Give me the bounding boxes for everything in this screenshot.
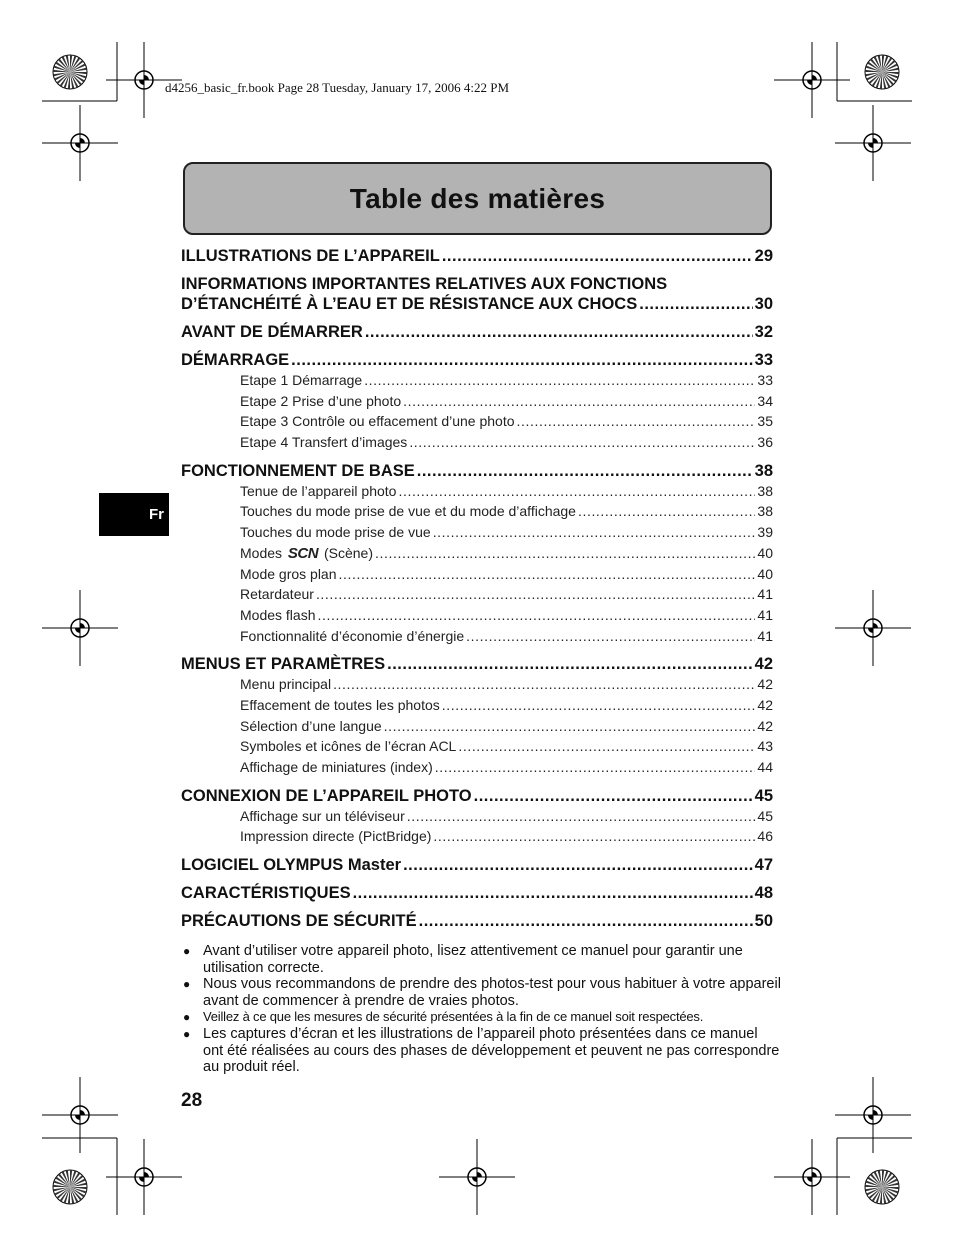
toc-label: Etape 3 Contrôle ou effacement d’une photo (240, 413, 515, 430)
toc-label: Etape 1 Démarrage (240, 372, 363, 388)
note-item (181, 976, 781, 1009)
dot-leader (403, 391, 755, 412)
toc-label: Effacement de toutes les photos (240, 696, 440, 713)
toc-label: FONCTIONNEMENT DE BASE (181, 461, 415, 480)
registration-crosshair-icon (835, 1077, 911, 1153)
dot-leader (398, 481, 755, 502)
toc-label: Modes flash (240, 606, 316, 623)
toc-page-number: 33 (754, 351, 773, 369)
registration-star-icon (865, 55, 899, 89)
registration-star-icon (53, 1170, 87, 1204)
dot-leader (433, 522, 756, 543)
toc-label: Affichage de miniatures (index) (240, 759, 433, 775)
bullet-icon: ● (183, 1010, 191, 1025)
toc-section (181, 246, 773, 266)
language-tab: Fr (99, 493, 169, 536)
note-item (181, 943, 781, 976)
toc-label: Tenue de l’appareil photo (240, 482, 397, 499)
dot-leader (474, 786, 753, 806)
note-text: Avant d’utiliser votre appareil photo, lisez attentivement ce manuel pour garantir une utilisation correcte. (203, 943, 743, 976)
registration-crosshair-icon (835, 590, 911, 666)
dot-leader (435, 757, 756, 778)
toc-label: Touches du mode prise de vue (240, 524, 431, 541)
dot-leader (317, 605, 755, 626)
toc-label: Etape 4 Transfert d’images (240, 434, 408, 451)
toc-page-number: 42 (757, 676, 773, 693)
registration-crosshair-icon (42, 590, 118, 666)
registration-star-icon (865, 1170, 899, 1204)
toc-page-number: 46 (757, 828, 773, 845)
toc-page-number: 42 (757, 717, 773, 734)
toc-label: Symboles et icônes de l’écran ACL (240, 738, 457, 755)
bullet-icon: ● (183, 1026, 191, 1041)
toc-page-number: 44 (757, 759, 773, 775)
notes-list (181, 943, 781, 1076)
dot-leader (333, 674, 755, 695)
dot-leader (419, 911, 753, 931)
toc-page-number: 36 (757, 434, 773, 451)
note-text: Nous vous recommandons de prendre des photos-test pour vous habituer à votre appareil avant de commencer à prendre de vraies photos. (203, 976, 781, 1009)
toc-entry (181, 522, 773, 543)
toc-label: Touches du mode prise de vue et du mode d’affichage (240, 503, 576, 520)
toc-entry (181, 501, 773, 522)
toc-label: LOGICIEL OLYMPUS Master (181, 856, 402, 875)
registration-star-icon (53, 55, 87, 89)
toc-label: ILLUSTRATIONS DE L’APPAREIL (181, 247, 440, 265)
toc-entry (181, 432, 773, 453)
registration-crosshair-icon (439, 1139, 515, 1215)
title-box (183, 162, 772, 235)
toc-entry (181, 481, 773, 502)
toc-entry (181, 411, 773, 432)
toc-page-number: 48 (754, 884, 773, 903)
toc-label: Retardateur (240, 586, 314, 603)
toc-page-number: 33 (757, 372, 773, 388)
toc-page-number: 29 (754, 247, 773, 265)
toc-entry (181, 716, 773, 737)
toc-label: Menu principal (240, 676, 332, 693)
scn-mode-icon: SCN (287, 544, 319, 562)
toc-section (181, 911, 773, 931)
dot-leader (375, 543, 755, 564)
toc-entry (181, 695, 773, 716)
dot-leader (384, 716, 756, 737)
dot-leader (578, 501, 755, 522)
toc-page-number: 35 (757, 413, 773, 430)
toc-label: Affichage sur un téléviseur (240, 807, 405, 824)
dot-leader (458, 736, 755, 757)
toc-label: D’ÉTANCHÉITÉ À L’EAU ET DE RÉSISTANCE AUX CHOCS (181, 295, 638, 313)
table-of-contents (181, 246, 773, 931)
toc-entry (181, 826, 773, 847)
dot-leader (316, 584, 755, 605)
note-item (181, 1009, 781, 1026)
dot-leader (442, 695, 756, 716)
toc-page-number: 41 (757, 586, 773, 603)
note-text: Veillez à ce que les mesures de sécurité présentées à la fin de ce manuel soit respectées. (203, 1009, 704, 1025)
dot-leader (442, 246, 753, 266)
toc-entry (181, 605, 773, 626)
toc-entry (181, 564, 773, 585)
dot-leader (407, 806, 756, 827)
registration-crosshair-icon (774, 42, 850, 118)
toc-page-number: 42 (757, 696, 773, 713)
toc-page-number: 40 (757, 544, 773, 561)
dot-leader (403, 855, 753, 875)
toc-section (181, 461, 773, 481)
toc-page-number: 38 (754, 461, 773, 480)
toc-entry (181, 370, 773, 391)
toc-entry (181, 757, 773, 778)
toc-page-number: 39 (757, 524, 773, 541)
toc-page-number: 41 (757, 606, 773, 623)
toc-page-number: 45 (754, 786, 773, 805)
toc-label: Mode gros plan (240, 565, 337, 582)
registration-crosshair-icon (774, 1139, 850, 1215)
toc-entry (181, 806, 773, 827)
toc-section (181, 322, 773, 342)
dot-leader (466, 626, 755, 647)
registration-crosshair-icon (42, 1077, 118, 1153)
bullet-icon: ● (183, 977, 191, 992)
page-number: 28 (181, 1090, 203, 1111)
toc-page-number: 45 (757, 807, 773, 824)
toc-page-number: 43 (757, 738, 773, 755)
toc-label (240, 543, 373, 565)
toc-page-number: 42 (754, 655, 773, 674)
toc-label: AVANT DE DÉMARRER (181, 323, 363, 341)
toc-label: CARACTÉRISTIQUES (181, 884, 351, 903)
dot-leader (353, 883, 753, 903)
toc-section (181, 883, 773, 903)
dot-leader (433, 826, 755, 847)
toc-section (181, 786, 773, 806)
dot-leader (417, 461, 753, 481)
toc-section (181, 855, 773, 875)
bullet-icon: ● (183, 944, 191, 958)
toc-section (181, 654, 773, 674)
toc-label-text: (Scène) (323, 544, 374, 561)
toc-label: PRÉCAUTIONS DE SÉCURITÉ (181, 912, 417, 931)
print-header: d4256_basic_fr.book Page 28 Tuesday, January 17, 2006 4:22 PM (165, 80, 510, 95)
toc-page-number: 47 (754, 856, 773, 875)
toc-page-number: 34 (757, 392, 773, 409)
toc-entry (181, 543, 773, 564)
toc-label: MENUS ET PARAMÈTRES (181, 655, 386, 674)
registration-crosshair-icon (42, 105, 118, 181)
dot-leader (364, 370, 755, 391)
toc-page-number: 38 (757, 503, 773, 520)
toc-section (181, 350, 773, 370)
toc-label: Fonctionnalité d’économie d’énergie (240, 627, 465, 644)
toc-page-number: 30 (754, 295, 773, 313)
toc-label: DÉMARRAGE (181, 351, 290, 369)
page-title: Table des matières (349, 182, 606, 214)
toc-heading-line: INFORMATIONS IMPORTANTES RELATIVES AUX FONCTIONS (181, 275, 668, 293)
dot-leader (387, 654, 753, 674)
toc-label: Etape 2 Prise d’une photo (240, 392, 402, 409)
toc-label-text: Modes (240, 544, 283, 561)
toc-entry (181, 626, 773, 647)
toc-entry (181, 584, 773, 605)
dot-leader (639, 294, 752, 314)
toc-entry (181, 736, 773, 757)
note-item (181, 1026, 781, 1076)
toc-label: Impression directe (PictBridge) (240, 828, 432, 845)
toc-label: Sélection d’une langue (240, 717, 382, 734)
dot-leader (291, 350, 752, 370)
toc-entry (181, 674, 773, 695)
registration-crosshair-icon (835, 105, 911, 181)
toc-page-number: 50 (754, 912, 773, 931)
toc-page-number: 32 (754, 323, 773, 341)
dot-leader (339, 564, 756, 585)
toc-label: CONNEXION DE L’APPAREIL PHOTO (181, 786, 472, 805)
toc-section (181, 294, 773, 314)
toc-entry (181, 391, 773, 412)
toc-page-number: 40 (757, 565, 773, 582)
dot-leader (365, 322, 753, 342)
dot-leader (409, 432, 755, 453)
note-text: Les captures d’écran et les illustrations de l’appareil photo présentées dans ce manuel ont été réalisées au cours des phases de développement et peuvent ne pas correspondre au produit réel. (203, 1025, 780, 1076)
toc-page-number: 41 (757, 627, 773, 644)
dot-leader (517, 411, 756, 432)
toc-page-number: 38 (757, 482, 773, 499)
